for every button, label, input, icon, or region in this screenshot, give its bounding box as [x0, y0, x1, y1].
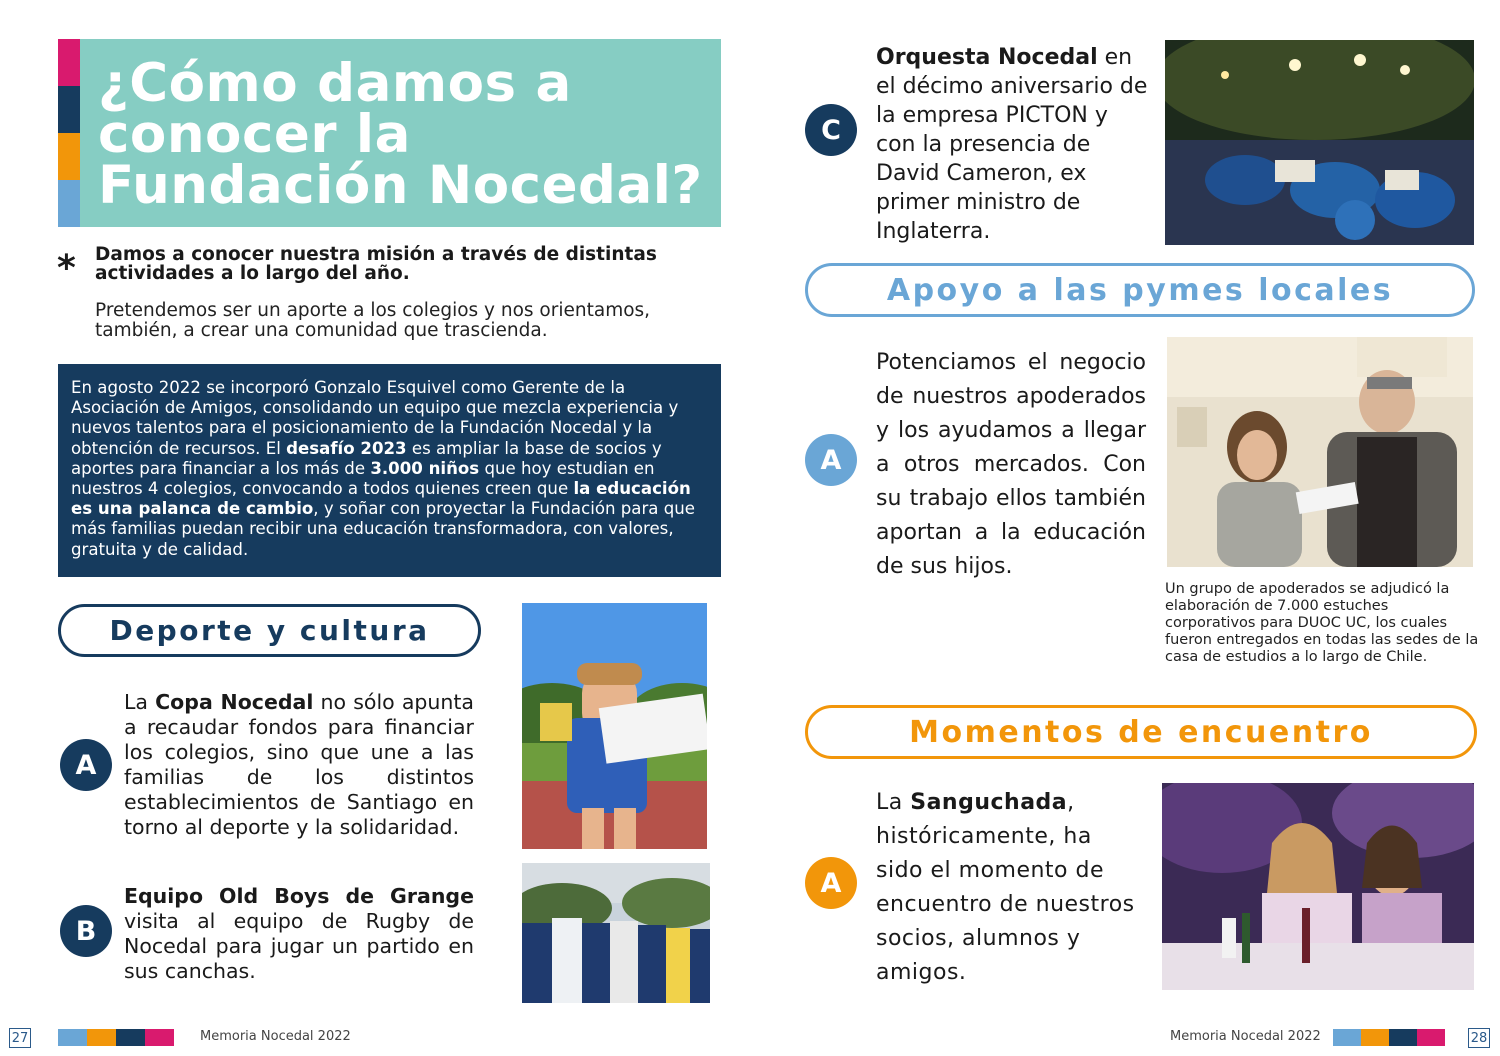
rugby-text: Equipo Old Boys de Grange visita al equipo de Rugby de Nocedal para jugar un partido en sus canchas. — [124, 884, 474, 983]
section-heading-deporte: Deporte y cultura — [58, 604, 481, 657]
title-stripe-blue — [58, 180, 80, 227]
badge-a-pymes: A — [805, 434, 857, 486]
footer-title-right: Memoria Nocedal 2022 — [1170, 1029, 1321, 1044]
footer-bar-blue-right — [1333, 1029, 1361, 1046]
photo-orchestra — [1165, 40, 1474, 245]
badge-b-deporte: B — [60, 905, 112, 957]
footer-bar-orange-left — [87, 1029, 116, 1046]
footer-bar-blue-left — [58, 1029, 87, 1046]
footer-bar-navy-right — [1389, 1029, 1417, 1046]
sanguchada-text: La Sanguchada, históricamente, ha sido el momento de encuentro de nuestros socios, alumnos y amigos. — [876, 790, 1135, 985]
title-stripe-navy — [58, 86, 80, 133]
page-title — [98, 53, 718, 216]
orquesta-text: Orquesta Nocedal en el décimo aniversario de la empresa PICTON y con la presencia de David Cameron, ex primer ministro de Inglaterra. — [876, 45, 1148, 244]
footer-title-left: Memoria Nocedal 2022 — [200, 1029, 351, 1044]
photo-sanguchada — [1162, 783, 1474, 990]
intro-sub: Pretendemos ser un aporte a los colegios y nos orientamos, también, a crear una comunidad que trascienda. — [95, 300, 651, 341]
section-heading-pymes: Apoyo a las pymes locales — [805, 263, 1475, 317]
page-number-left: 27 — [9, 1028, 31, 1048]
photo-apoderados — [1167, 337, 1473, 567]
photo-boy-with-certificate — [522, 603, 707, 849]
title-line-3: Fundación Nocedal? — [98, 155, 703, 216]
footer-bar-navy-left — [116, 1029, 145, 1046]
asterisk-icon: * — [57, 248, 76, 289]
footer-bar-pink-right — [1417, 1029, 1445, 1046]
footer-bar-orange-right — [1361, 1029, 1389, 1046]
footer-bar-pink-left — [145, 1029, 174, 1046]
badge-a-deporte: A — [60, 739, 112, 791]
title-line-2: conocer la — [98, 104, 411, 165]
intro-lead: Damos a conocer nuestra misión a través de distintas actividades a lo largo del año. — [95, 244, 657, 284]
title-stripe-pink — [58, 39, 80, 86]
highlight-text: En agosto 2022 se incorporó Gonzalo Esquivel como Gerente de la Asociación de Amigos, consolidando un equipo que mezcla experiencia y nuevos talentos para el posicionamiento de la Fundación Nocedal y la obtención de recursos. El desafío 2023 es ampliar la base de socios y aportes para financiar a los más de 3.000 niños que hoy estudian en nuestros 4 colegios, convocando a todos quienes creen que la educación es una palanca de cambio, y soñar con proyectar la Fundación para que más familias puedan recibir una educación transformadora, con valores, gratuita y de calidad. — [71, 378, 695, 559]
title-stripe-orange — [58, 133, 80, 180]
copa-nocedal-text: La Copa Nocedal no sólo apunta a recaudar fondos para financiar los colegios, sino que une a las familias de los distintos establecimientos de Santiago en torno al deporte y la solidaridad. — [124, 690, 474, 839]
pymes-text: Potenciamos el negocio de nuestros apoderados y los ayudamos a llegar a otros mercados. Con su trabajo ellos también aportan a la educación de sus hijos. — [876, 350, 1146, 579]
badge-a-encuentro: A — [805, 857, 857, 909]
section-heading-encuentro: Momentos de encuentro — [805, 705, 1477, 759]
badge-c-orquesta: C — [805, 104, 857, 156]
title-line-1: ¿Cómo damos a — [98, 53, 572, 114]
photo-rugby-team — [522, 863, 710, 1003]
page-number-right: 28 — [1468, 1028, 1490, 1048]
pymes-caption: Un grupo de apoderados se adjudicó la elaboración de 7.000 estuches corporativos para DUOC UC, los cuales fueron entregados en todas las sedes de la casa de estudios a lo largo de Chile. — [1165, 581, 1479, 665]
